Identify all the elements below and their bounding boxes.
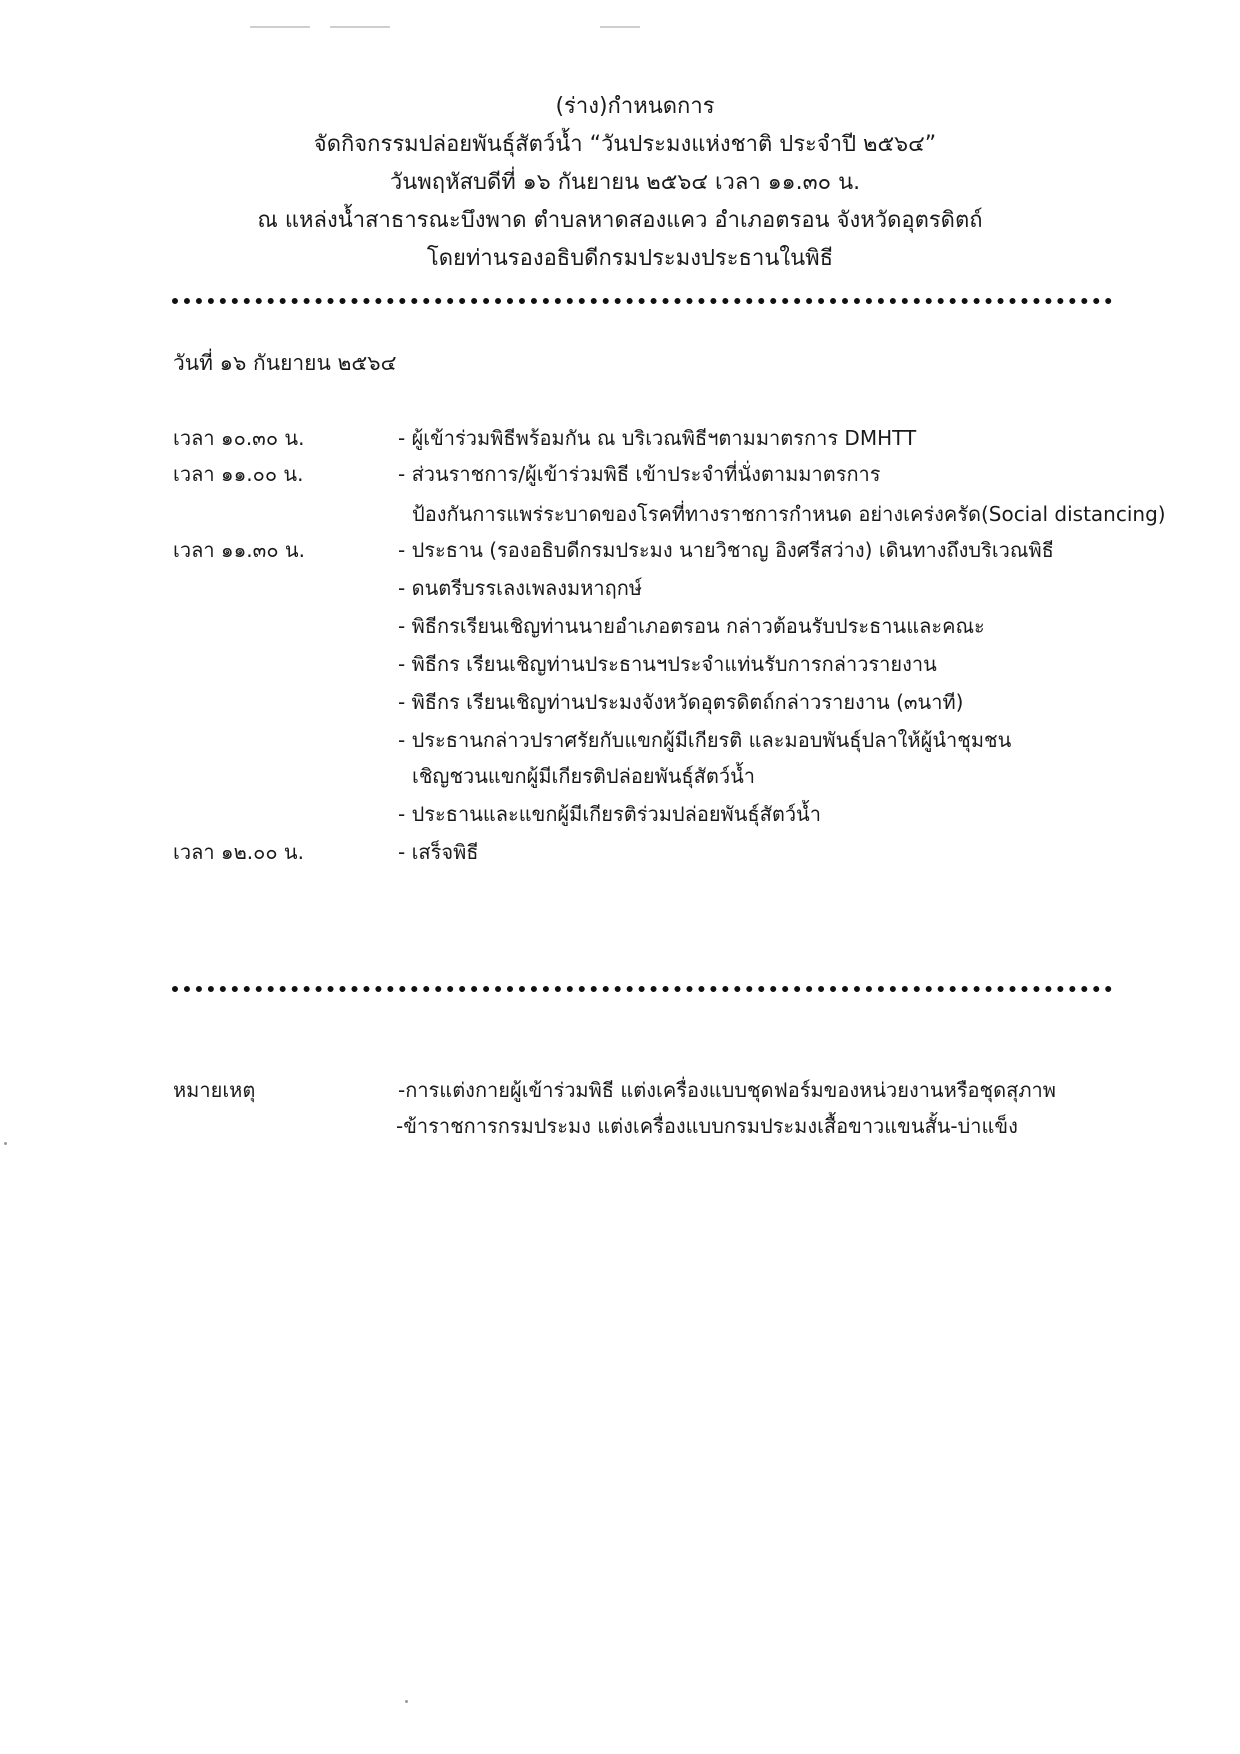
schedule-row	[0, 722, 1240, 758]
schedule-item: - ผู้เข้าร่วมพิธีพร้อมกัน ณ บริเวณพิธีฯตามมาตรการ DMHTT	[398, 426, 917, 450]
note-line: -ข้าราชการกรมประมง แต่งเครื่องแบบกรมประมงเสื้อขาวแขนสั้น-บ่าแข็ง	[396, 1114, 1018, 1138]
schedule-row	[0, 684, 1240, 720]
notes-label: หมายเหตุ	[173, 1078, 256, 1102]
schedule-row	[0, 608, 1240, 644]
dotted-divider-bottom	[172, 986, 1112, 998]
scan-artifact	[600, 26, 640, 28]
header-event-title: จัดกิจกรรมปล่อยพันธุ์สัตว์น้ำ “วันประมงแห่งชาติ ประจำปี ๒๕๖๔”	[313, 132, 937, 157]
schedule-item: - พิธีกรเรียนเชิญท่านนายอำเภอตรอน กล่าวต้อนรับประธานและคณะ	[398, 614, 985, 638]
schedule-item: - ส่วนราชการ/ผู้เข้าร่วมพิธี เข้าประจำที่นั่งตามมาตรการ	[398, 462, 881, 486]
header-draft-title: (ร่าง)กำหนดการ	[555, 94, 715, 119]
scan-speck	[405, 1700, 408, 1703]
schedule-row	[0, 570, 1240, 606]
schedule-item: - พิธีกร เรียนเชิญท่านประธานฯประจำแท่นรับการกล่าวรายงาน	[398, 652, 937, 676]
header-event-chair: โดยท่านรองอธิบดีกรมประมงประธานในพิธี	[426, 246, 834, 271]
schedule-time: เวลา ๑๑.๓๐ น.	[173, 538, 305, 562]
schedule-row	[0, 532, 1240, 568]
schedule-item: - ประธาน (รองอธิบดีกรมประมง นายวิชาญ อิงศรีสว่าง) เดินทางถึงบริเวณพิธี	[398, 538, 1054, 562]
header-event-location: ณ แหล่งน้ำสาธารณะบึงพาด ตำบลหาดสองแคว อำเภอตรอน จังหวัดอุตรดิตถ์	[257, 208, 983, 233]
schedule-item: - ดนตรีบรรเลงเพลงมหาฤกษ์	[398, 576, 643, 600]
schedule-item: - ประธานและแขกผู้มีเกียรติร่วมปล่อยพันธุ์สัตว์น้ำ	[398, 802, 821, 826]
schedule-row	[0, 834, 1240, 870]
document-header	[0, 88, 1240, 278]
schedule-time: เวลา ๑๐.๓๐ น.	[173, 426, 305, 450]
schedule-time: เวลา ๑๒.๐๐ น.	[173, 840, 304, 864]
note-line: -การแต่งกายผู้เข้าร่วมพิธี แต่งเครื่องแบบชุดฟอร์มของหน่วยงานหรือชุดสุภาพ	[398, 1078, 1056, 1102]
schedule-item: - พิธีกร เรียนเชิญท่านประมงจังหวัดอุตรดิตถ์กล่าวรายงาน (๓นาที)	[398, 690, 964, 714]
schedule-item: - เสร็จพิธี	[398, 840, 479, 864]
schedule-row	[0, 758, 1240, 794]
header-event-date: วันพฤหัสบดีที่ ๑๖ กันยายน ๒๕๖๔ เวลา ๑๑.๓๐ น.	[389, 170, 861, 195]
scan-artifact	[250, 26, 310, 28]
schedule-item: เชิญชวนแขกผู้มีเกียรติปล่อยพันธุ์สัตว์น้ำ	[412, 764, 755, 788]
schedule-row	[0, 420, 1240, 456]
schedule-date: วันที่ ๑๖ กันยายน ๒๕๖๔	[173, 351, 397, 375]
schedule-row	[0, 796, 1240, 832]
schedule-row	[0, 496, 1240, 532]
scan-artifact	[330, 26, 390, 28]
schedule-row	[0, 456, 1240, 492]
dotted-divider-top	[172, 298, 1112, 310]
schedule-time: เวลา ๑๑.๐๐ น.	[173, 462, 304, 486]
schedule-item: - ประธานกล่าวปราศรัยกับแขกผู้มีเกียรติ และมอบพันธุ์ปลาให้ผู้นำชุมชน	[398, 728, 1012, 752]
schedule-item: ป้องกันการแพร่ระบาดของโรคที่ทางราชการกำหนด อย่างเคร่งครัด(Social distancing)	[412, 502, 1166, 526]
schedule-row	[0, 646, 1240, 682]
scan-speck	[4, 1142, 7, 1145]
